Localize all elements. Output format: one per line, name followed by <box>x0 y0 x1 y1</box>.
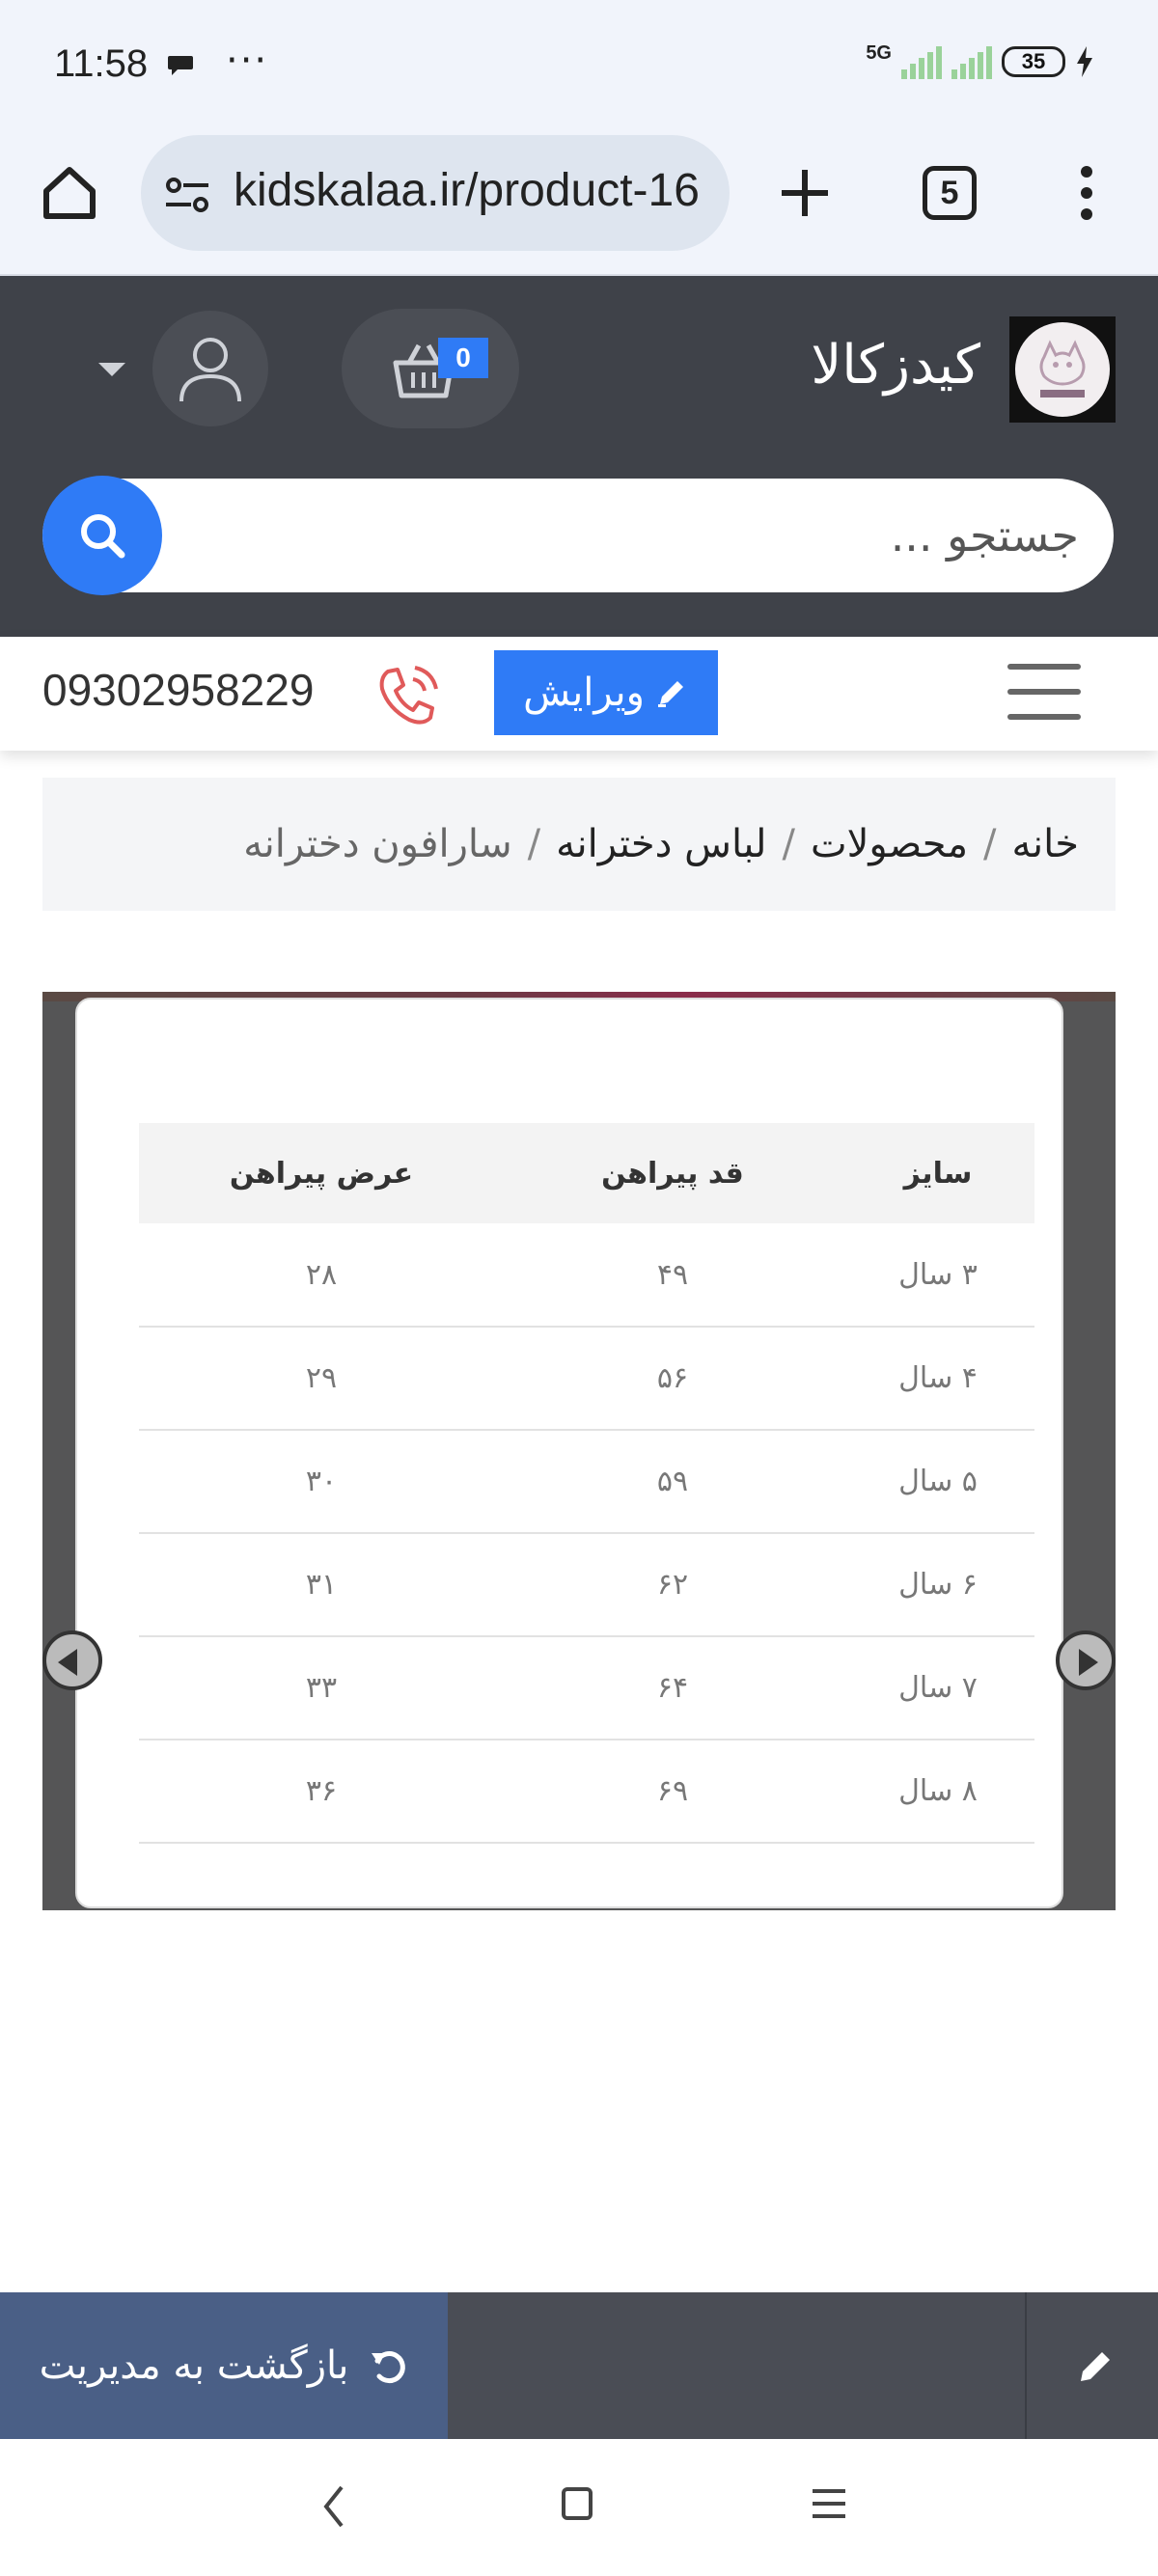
network-type: 5G <box>866 42 892 64</box>
table-row <box>139 1740 1034 1843</box>
table-row <box>139 1636 1034 1740</box>
breadcrumb-separator: / <box>782 822 795 866</box>
undo-icon <box>368 2345 408 2386</box>
table-header-row <box>139 1123 1034 1223</box>
logo-cat-icon <box>1015 322 1110 417</box>
browser-toolbar <box>0 135 1158 276</box>
status-more-dots: ··· <box>226 39 269 83</box>
header-size: سایز <box>841 1123 1034 1223</box>
pencil-icon <box>654 675 689 710</box>
cell-size: ۸ سال <box>841 1740 1034 1843</box>
cell-length: ۵۹ <box>504 1430 841 1533</box>
cell-size: ۳ سال <box>841 1223 1034 1327</box>
site-title[interactable]: کیدزکالا <box>811 334 980 397</box>
back-to-admin-button[interactable] <box>0 2292 448 2439</box>
contact-bar <box>0 637 1158 751</box>
tabs-icon[interactable]: 5 <box>923 166 977 220</box>
search-icon <box>75 508 129 562</box>
table-row <box>139 1430 1034 1533</box>
cell-width: ۳۱ <box>139 1533 504 1636</box>
product-image-slider[interactable] <box>42 992 1116 1910</box>
cell-size: ۵ سال <box>841 1430 1034 1533</box>
breadcrumb-current: سارافون دخترانه <box>243 822 512 866</box>
breadcrumb-home[interactable]: خانه <box>1011 822 1079 866</box>
cart-count-badge: 0 <box>438 338 488 378</box>
plus-icon[interactable] <box>776 164 834 222</box>
address-bar[interactable] <box>141 135 730 251</box>
search-input[interactable] <box>210 479 1079 592</box>
cell-width: ۲۸ <box>139 1223 504 1327</box>
cell-size: ۴ سال <box>841 1327 1034 1430</box>
status-time: 11:58 <box>54 42 149 85</box>
size-chart-image <box>75 998 1063 1908</box>
status-bar <box>0 0 1158 135</box>
url-text: kidskalaa.ir/product-16 <box>234 165 700 216</box>
table-row <box>139 1533 1034 1636</box>
status-indicators <box>866 42 1094 81</box>
cell-width: ۳۰ <box>139 1430 504 1533</box>
cell-size: ۶ سال <box>841 1533 1034 1636</box>
header-length: قد پیراهن <box>504 1123 841 1223</box>
pencil-icon <box>1077 2346 1116 2385</box>
table-row <box>139 1223 1034 1327</box>
cell-width: ۳۶ <box>139 1740 504 1843</box>
hamburger-icon[interactable] <box>1007 664 1081 722</box>
back-to-admin-label: بازگشت به مدیریت <box>39 2343 349 2388</box>
nav-home-icon[interactable] <box>562 2487 593 2520</box>
search-button[interactable] <box>42 476 162 595</box>
chevron-down-icon[interactable] <box>98 363 125 376</box>
site-header <box>0 276 1158 637</box>
logo-image <box>1015 322 1110 417</box>
size-table <box>139 1123 1034 1844</box>
battery-icon: 35 <box>1002 46 1065 77</box>
table-row <box>139 1327 1034 1430</box>
breadcrumb <box>42 778 1116 911</box>
user-account-button[interactable] <box>152 311 268 426</box>
tune-icon[interactable] <box>164 176 210 214</box>
more-vert-icon[interactable] <box>1069 162 1104 224</box>
breadcrumb-separator: / <box>983 822 997 866</box>
cell-length: ۶۴ <box>504 1636 841 1740</box>
cell-size: ۷ سال <box>841 1636 1034 1740</box>
cell-length: ۶۲ <box>504 1533 841 1636</box>
admin-bar <box>0 2292 1158 2439</box>
phone-number[interactable]: 09302958229 <box>42 665 315 715</box>
chevron-left-icon[interactable] <box>315 2478 353 2535</box>
signal-icon <box>901 44 942 79</box>
site-logo[interactable] <box>1009 316 1116 423</box>
header-width: عرض پیراهن <box>139 1123 504 1223</box>
chevron-left-icon[interactable] <box>42 1631 102 1690</box>
system-navigation-bar <box>0 2439 1158 2576</box>
breadcrumb-products[interactable]: محصولات <box>810 822 969 866</box>
edit-button-label: ویرایش <box>523 671 645 715</box>
charging-icon <box>1075 46 1094 77</box>
cell-width: ۲۹ <box>139 1327 504 1430</box>
cell-width: ۳۳ <box>139 1636 504 1740</box>
search-bar <box>42 479 1114 592</box>
edit-button[interactable] <box>494 650 718 735</box>
cart-button[interactable] <box>342 309 519 428</box>
signal-icon-2 <box>951 44 992 79</box>
chevron-right-icon[interactable] <box>1056 1631 1116 1690</box>
breadcrumb-girls-clothing[interactable]: لباس دخترانه <box>556 822 767 866</box>
cell-length: ۵۶ <box>504 1327 841 1430</box>
cell-length: ۴۹ <box>504 1223 841 1327</box>
user-icon <box>176 332 245 403</box>
home-icon[interactable] <box>39 162 100 224</box>
chat-notification-icon <box>166 54 195 77</box>
breadcrumb-separator: / <box>527 822 541 866</box>
phone-icon[interactable] <box>372 662 440 729</box>
cell-length: ۶۹ <box>504 1740 841 1843</box>
nav-recents-icon[interactable] <box>813 2489 845 2518</box>
admin-edit-button[interactable] <box>1025 2292 1158 2439</box>
